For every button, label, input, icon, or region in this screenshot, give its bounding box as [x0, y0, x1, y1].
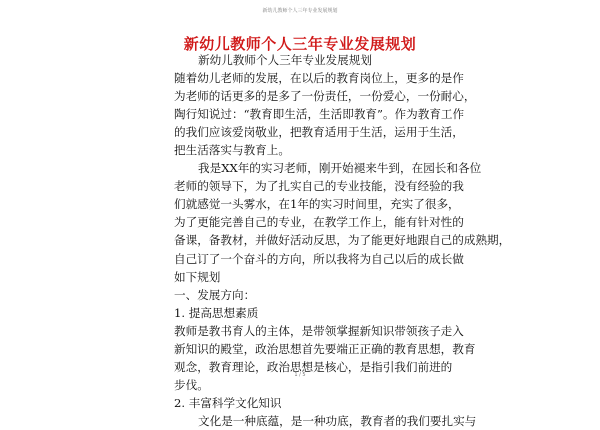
- paragraph-line: 陶行知说过：“教育即生活，生活即教育”。作为教育工作: [174, 107, 465, 122]
- subsection-heading: 2. 丰富科学文化知识: [174, 395, 282, 410]
- document-title: 新幼儿教师个人三年专业发展规划: [183, 35, 417, 53]
- paragraph-line: 为老师的话更多的是多了一份责任，一份爱心，一份耐心，: [174, 89, 476, 104]
- subtitle-line: 新幼儿教师个人三年专业发展规划: [198, 53, 372, 67]
- paragraph-line: 备课，备教材，并做好活动反思，为了能更好地跟自己的成熟期，: [174, 233, 511, 248]
- paragraph-line: 新知识的殿堂，政治思想首先要端正正确的教育思想，教育: [174, 341, 476, 356]
- paragraph-line: 为了更能完善自己的专业，在教学工作上，能有针对性的: [174, 215, 464, 230]
- paragraph-line: 步伐。: [174, 377, 209, 392]
- paragraph-line: 们就感觉一头雾水，在1年的实习时间里，充实了很多，: [174, 197, 460, 212]
- paragraph-line: 观念，教育理论，政治思想是核心，是指引我们前进的: [174, 359, 453, 374]
- paragraph-line: 随着幼儿老师的发展，在以后的教育岗位上，更多的是作: [174, 71, 464, 86]
- paragraph-line: 文化是一种底蕴，是一种功底，教育者的我们要扎实与: [198, 413, 477, 428]
- subsection-heading: 1. 提高思想素质: [174, 305, 259, 320]
- page-indicator: 1 / 5: [294, 372, 306, 378]
- paragraph-line: 我是XX年的实习老师，刚开始褪来牛到，在园长和各位: [198, 161, 482, 176]
- paragraph-line: 把生活落实与教育上。: [174, 143, 290, 158]
- paragraph-line: 老师的领导下，为了扎实自己的专业技能，没有经验的我: [174, 179, 464, 194]
- paragraph-line: 自己订了一个奋斗的方向，所以我将为自己以后的成长做: [174, 251, 464, 266]
- paragraph-line: 如下规划: [174, 269, 221, 284]
- page-header: 新幼儿教师个人三年专业发展规划: [262, 8, 338, 14]
- section-heading: 一、发展方向：: [174, 287, 256, 302]
- paragraph-line: 的我们应该爱岗敬业，把教育适用于生活，运用于生活，: [174, 125, 464, 140]
- paragraph-line: 教师是教书育人的主体，是带领掌握新知识带领孩子走入: [174, 323, 464, 338]
